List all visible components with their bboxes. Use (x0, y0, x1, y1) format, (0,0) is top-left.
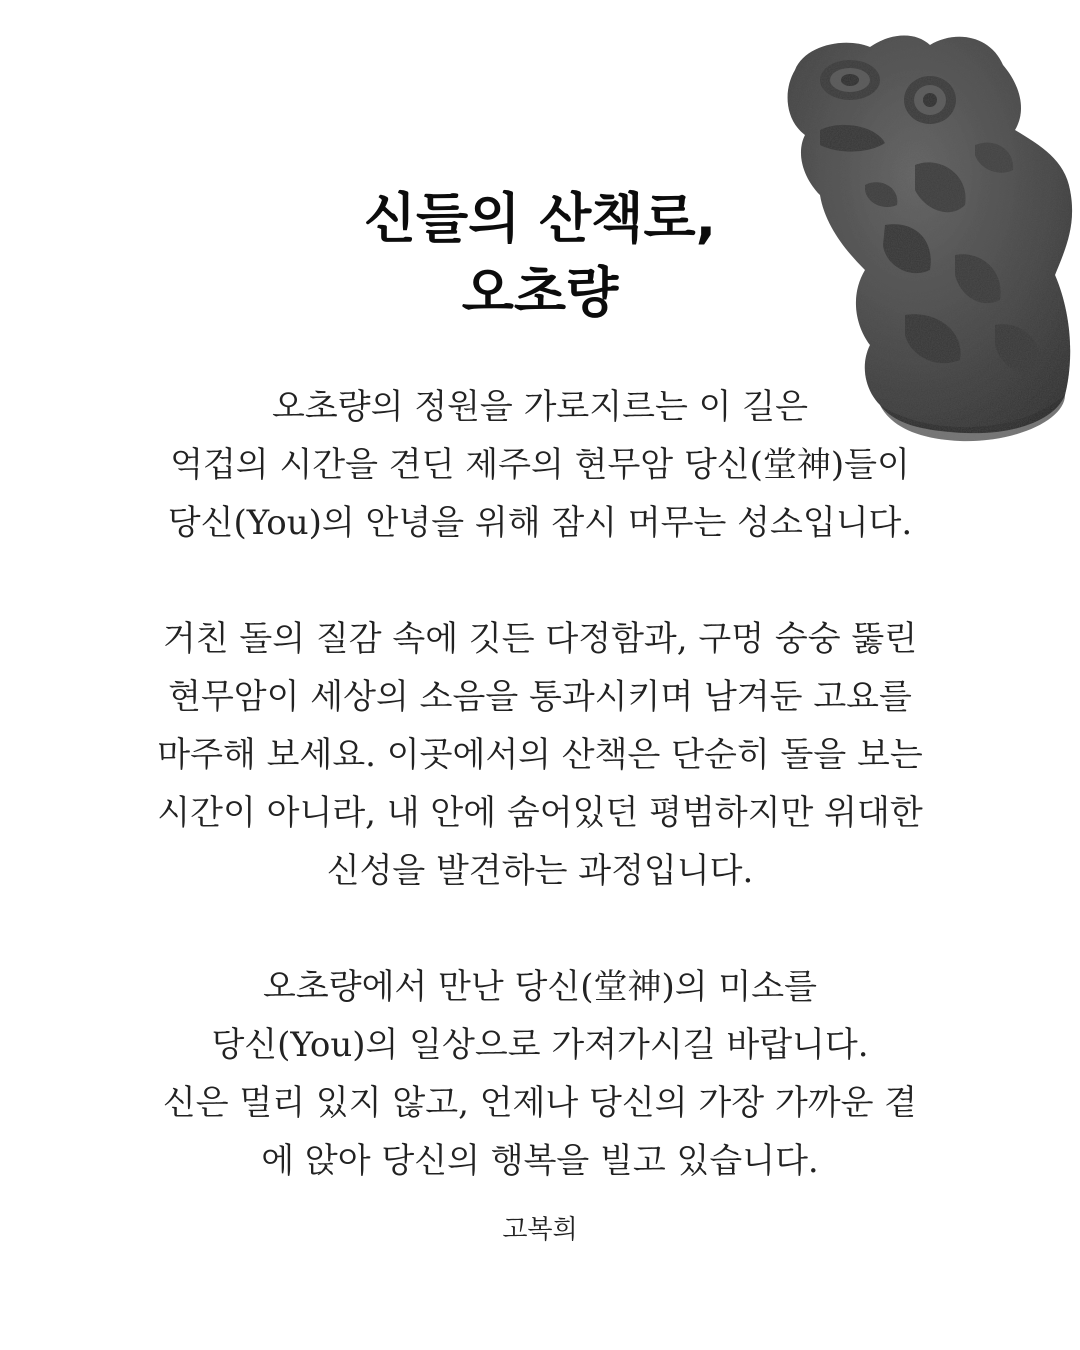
author-name: 고복희 (502, 1215, 578, 1245)
paragraph-3 (60, 958, 1020, 1190)
text-line: 오초량에서 만난 당신(堂神)의 미소를 (263, 967, 817, 1007)
text-line: 마주해 보세요. 이곳에서의 산책은 단순히 돌을 보는 (157, 735, 923, 775)
body-text (60, 378, 1020, 1190)
paragraph-1 (60, 378, 1020, 552)
text-line: 당신(You)의 안녕을 위해 잠시 머무는 성소입니다. (167, 503, 913, 543)
text-line: 당신(You)의 일상으로 가져가시길 바랍니다. (211, 1025, 869, 1065)
paragraph-2 (60, 610, 1020, 900)
text-line: 거친 돌의 질감 속에 깃든 다정함과, 구멍 숭숭 뚫린 (162, 619, 918, 659)
text-line: 현무암이 세상의 소음을 통과시키며 남겨둔 고요를 (168, 677, 912, 717)
page-title (0, 182, 1080, 330)
text-line: 억겁의 시간을 견딘 제주의 현무암 당신(堂神)들이 (170, 445, 910, 485)
text-line: 신은 멀리 있지 않고, 언제나 당신의 가장 가까운 곁 (162, 1083, 918, 1123)
title-line-1: 신들의 산책로, (363, 187, 717, 250)
text-line: 시간이 아니라, 내 안에 숨어있던 평범하지만 위대한 (157, 793, 923, 833)
text-line: 에 앉아 당신의 행복을 빌고 있습니다. (261, 1141, 819, 1181)
text-line: 신성을 발견하는 과정입니다. (326, 851, 754, 891)
title-line-2: 오초량 (461, 261, 619, 324)
text-line: 오초량의 정원을 가로지르는 이 길은 (272, 387, 808, 427)
